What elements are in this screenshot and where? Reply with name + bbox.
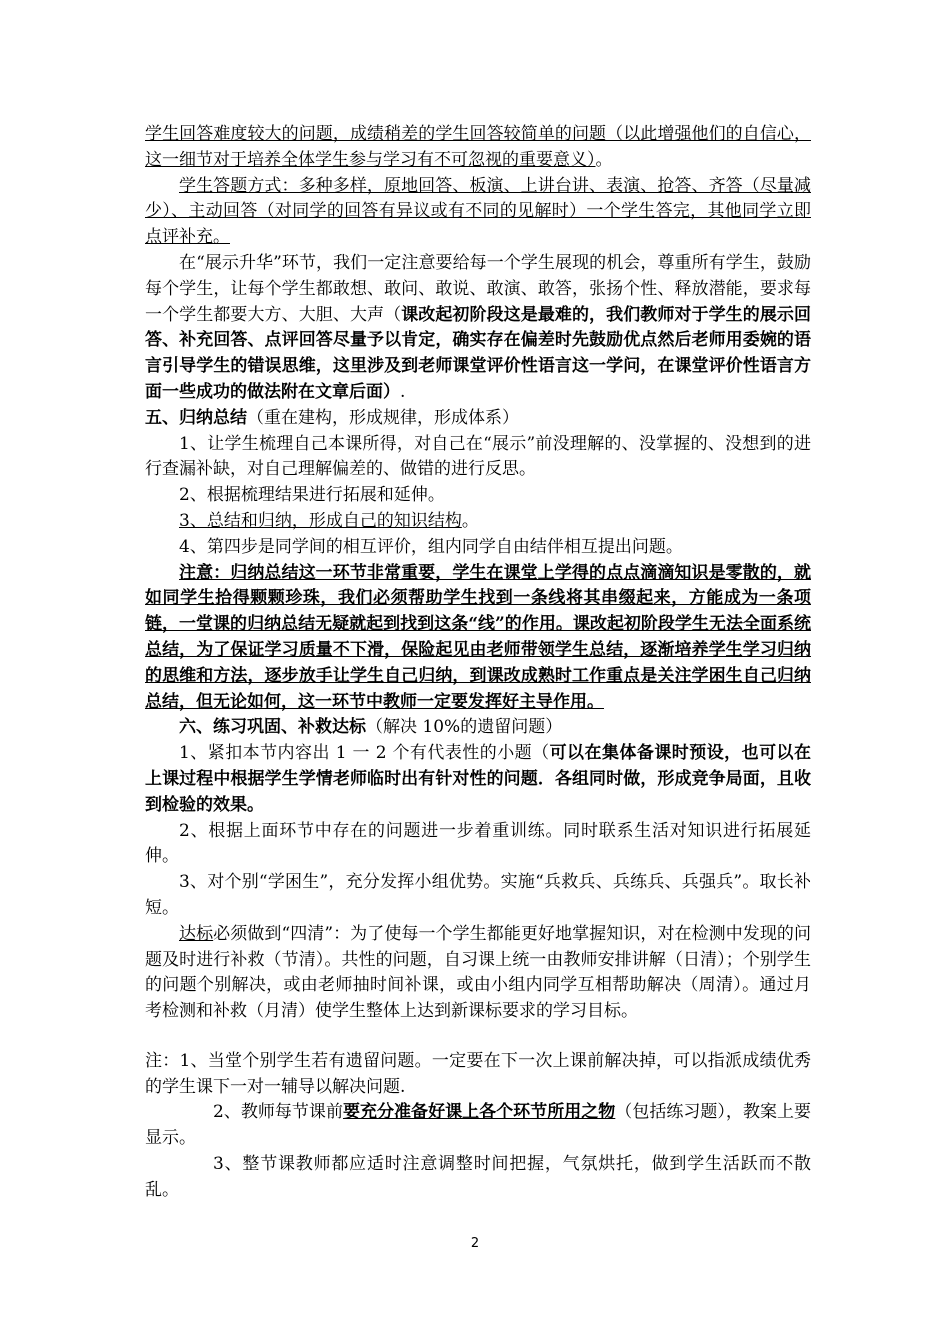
- note-2: [145, 1100, 811, 1152]
- section-6-heading: [145, 715, 811, 741]
- section-6-item-2: 2、根据上面环节中存在的问题进一步着重训练。同时联系生活对知识进行拓展延伸。: [145, 820, 811, 867]
- section-5-item-3: [145, 509, 811, 535]
- paragraph-show-stage: [145, 251, 811, 406]
- text: 必须做到“四清”：为了使每一个学生都能更好地掌握知识，对在检测中发现的问题及时进行补救（节清）。共性的问题，自习课上统一由教师安排讲解（日清）；个别学生的问题个别解决，或由老师抽时间补课，或由小组内同学互相帮助解决（周清）。通过月考检测和补救（月清）使学生整体上达到新课标要求的学习目标。: [145, 923, 812, 1022]
- section-6-item-3: 3、对个别“学困生”，充分发挥小组优势。实施“兵救兵、兵练兵、兵强兵”。取长补短。: [145, 872, 811, 918]
- section-5-item-1: 1、让学生梳理自己本课所得，对自己在“展示”前没理解的、没掌握的、没想到的进行查漏补缺，对自己理解偏差的、做错的进行反思。: [145, 433, 811, 480]
- document-page: [145, 122, 811, 1204]
- text: 。: [461, 510, 479, 531]
- bold-text: 可以在集体备课时预设，也可以在上课过程中根据学生学情老师临时出有针对性的问题．各组同时做，形成竞争局面，且收到检验的效果。: [145, 743, 812, 815]
- note-1: 注：1、当堂个别学生若有遗留问题。一定要在下一次上课前解决掉，可以指派成绩优秀的学生课下一对一辅导以解决问题.: [145, 1050, 811, 1097]
- text: .: [400, 381, 406, 402]
- attention-paragraph: 注意：归纳总结这一环节非常重要，学生在课堂上学得的点点滴滴知识是零散的，就如同学生拾得颗颗珍珠，我们必须帮助学生找到一条线将其串缀起来，方能成为一条项链，一堂课的归纳总结无疑就起到找到这条“线”的作用。课改起初阶段学生无法全面系统总结，为了保证学习质量不下滑，保险起见由老师带领学生总结，逐渐培养学生学习归纳的思维和方法，逐步放手让学生自己归纳，到课改成熟时工作重点是关注学困生自己归纳总结，但无论如何，这一环节中教师一定要发挥好主导作用。: [145, 562, 811, 712]
- paragraph-answer-methods: [145, 174, 811, 251]
- underlined-text: 3、总结和归纳，形成自己的知识结构: [179, 510, 462, 531]
- section-5-item-4: 4、第四步是同学间的相互评价，组内同学自由结伴相互提出问题。: [179, 536, 683, 557]
- paragraph-answer-difficulty: [145, 122, 811, 174]
- text: 2、教师每节课前: [213, 1102, 343, 1123]
- text: （包括练习题），教案上要显示。: [145, 1102, 812, 1149]
- heading: 六、练习巩固、补救达标: [179, 717, 366, 738]
- underlined-text: 学生答题方式：多种多样，原地回答、板演、上讲台讲、表演、抢答、齐答（尽量减少）、主动回答（对同学的回答有异议或有不同的见解时）一个学生答完，其他同学立即点评补充。: [145, 175, 811, 248]
- bold-underlined-text: 要充分准备好课上各个环节所用之物: [342, 1102, 616, 1123]
- note-3: 3、整节课教师都应适时注意调整时间把握，气氛烘托，做到学生活跃而不散乱。: [145, 1154, 811, 1200]
- section-5-heading: [145, 406, 811, 432]
- page-number: 2: [470, 1236, 480, 1251]
- heading-note: （解决 10%的遗留问题）: [366, 717, 563, 738]
- heading: 五、归纳总结: [145, 407, 247, 428]
- underlined-text: 达标: [179, 923, 214, 944]
- heading-note: （重在建构，形成规律，形成体系）: [247, 407, 519, 428]
- text: 。: [595, 149, 613, 170]
- dabiao-paragraph: [145, 922, 811, 1025]
- section-5-item-2: 2、根据梳理结果进行拓展和延伸。: [179, 485, 445, 506]
- spacer: [145, 1025, 811, 1049]
- text: 1、紧扣本节内容出 1 一 2 个有代表性的小题（: [179, 743, 550, 764]
- underlined-text: 学生回答难度较大的问题，成绩稍差的学生回答较简单的问题（以此增强他们的自信心，这一细节对于培养全体学生参与学习有不可忽视的重要意义）: [145, 124, 811, 170]
- text: 在“展示升华”环节，我们一定注意要给每一个学生展现的机会，尊重所有学生，鼓励每个学生，让每个学生都敢想、敢问、敢说、敢演、敢答，张扬个性、释放潜能，要求每一个学生都要大方、大胆、大声（: [145, 252, 811, 325]
- section-6-item-1: [145, 741, 811, 818]
- bold-text: 课改起初阶段这是最难的，我们教师对于学生的展示回答、补充回答、点评回答尽量予以肯定，确实存在偏差时先鼓励优点然后老师用委婉的语言引导学生的错误思维，这里涉及到老师课堂评价性语言这一学问，在课堂评价性语言方面一些成功的做法附在文章后面）: [145, 304, 812, 402]
